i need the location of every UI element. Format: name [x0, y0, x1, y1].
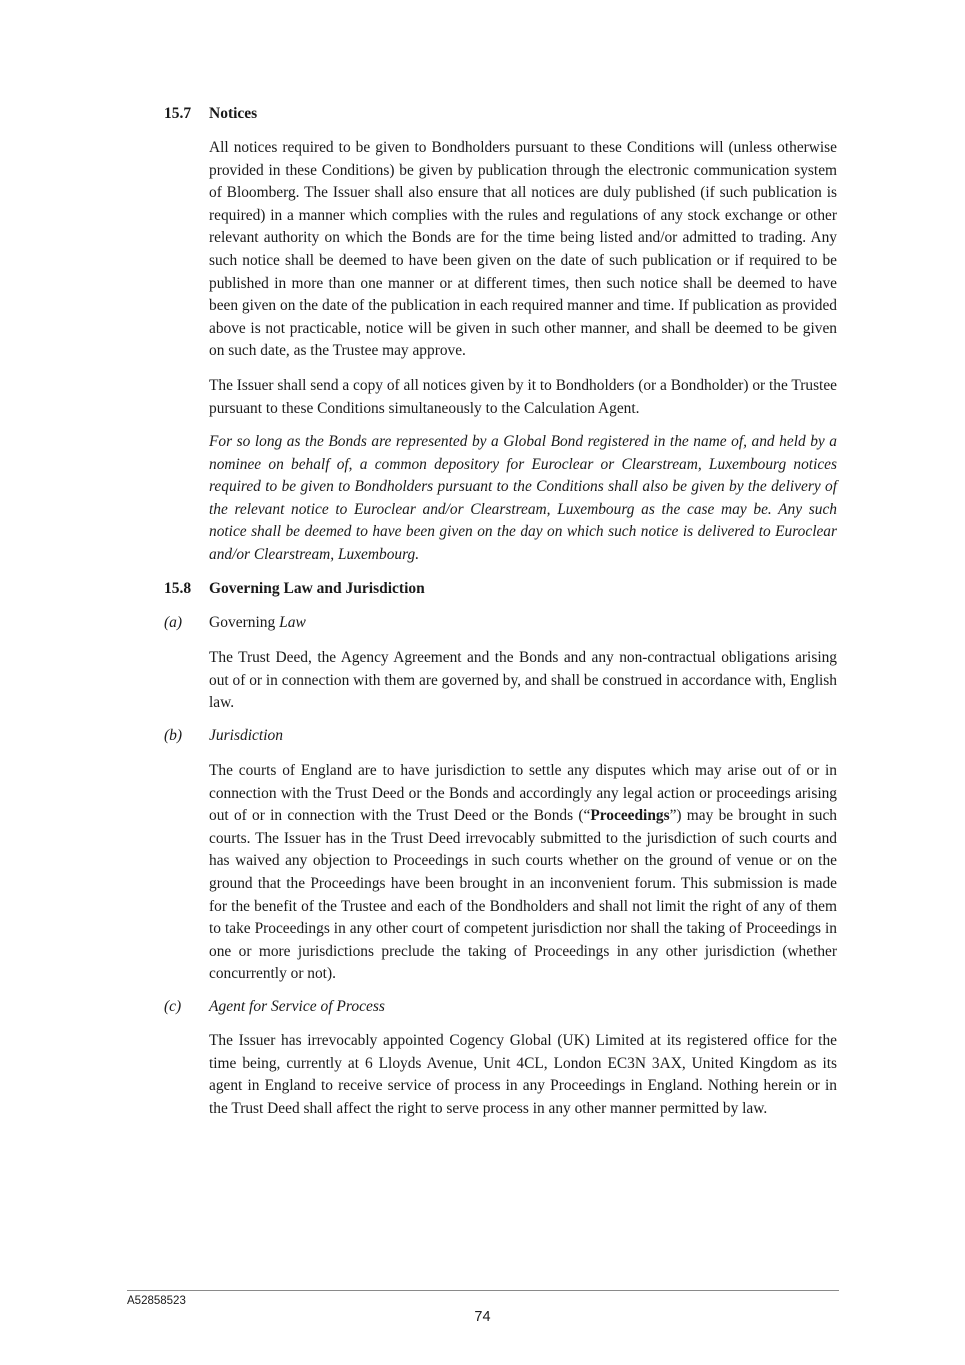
section-heading-notices: [164, 104, 257, 124]
footer-divider: [127, 1290, 839, 1291]
jurisdiction-text-after: ”) may be brought in such courts. The Issuer has in the Trust Deed irrevocably submitted to the jurisdiction of such courts and has waived any objection to Proceedings in such courts whether on the ground of venue or on the ground that the Proceedings have been brought in an inconvenient forum. This submission is made for the benefit of the Trustee and each of the Bondholders and shall not limit the right of any of them to take Proceedings in any other court of competent jurisdiction nor shall the taking of Proceedings in one or more jurisdictions preclude the taking of Proceedings in any other jurisdiction (whether concurrently or not).: [209, 807, 837, 983]
jurisdiction-paragraph: [209, 760, 837, 986]
document-reference: A52858523: [127, 1295, 186, 1307]
subsection-letter: (a): [164, 614, 183, 631]
subsection-title: Jurisdiction: [209, 727, 284, 744]
section-title: Governing Law and Jurisdiction: [209, 580, 425, 597]
subsection-title-normal: Governing: [209, 614, 280, 631]
subsection-b-label: [164, 726, 283, 746]
section-number: 15.7: [164, 105, 192, 122]
subsection-letter: (c): [164, 998, 182, 1015]
subsection-c-label: [164, 997, 385, 1017]
defined-term-proceedings: Proceedings: [590, 807, 670, 825]
page-number: 74: [474, 1309, 491, 1325]
subsection-a-label: [164, 613, 306, 633]
section-title: Notices: [209, 105, 258, 122]
section-heading-governing-law: [164, 579, 425, 599]
subsection-title-italic: Law: [279, 614, 306, 631]
subsection-letter: (b): [164, 727, 183, 744]
agent-for-service-paragraph: The Issuer has irrevocably appointed Cogency Global (UK) Limited at its registered office for the time being, currently at 6 Lloyds Avenue, Unit 4CL, London EC3N 3AX, United Kingdom as its agent in England to receive service of process in any Proceedings in England. Nothing herein or in the Trust Deed shall affect the right to serve process in any other manner permitted by law.: [209, 1032, 837, 1117]
section-number: 15.8: [164, 580, 192, 597]
jurisdiction-text-before: The courts of England are to have jurisdiction to settle any disputes which may arise out of or in connection with the Trust Deed or the Bonds and accordingly any legal action or proceedings arising out of or in connection with the Trust Deed or the Bonds (“: [209, 762, 837, 825]
notices-paragraph-3: For so long as the Bonds are represented by a Global Bond registered in the name of, and held by a nominee on behalf of, a common depository for Euroclear or Clearstream, Luxembourg notices required to be given to Bondholders pursuant to the Conditions shall also be given by the delivery of the relevant notice to Euroclear and/or Clearstream, Luxembourg as the case may be. Any such notice shall be deemed to have been given on the day on which such notice is delivered to Euroclear and/or Clearstream, Luxembourg.: [209, 433, 837, 563]
governing-law-paragraph: The Trust Deed, the Agency Agreement and the Bonds and any non-contractual obligations arising out of or in connection with them are governed by, and shall be construed in accordance with, English law.: [209, 649, 837, 712]
notices-paragraph-1: All notices required to be given to Bondholders pursuant to these Conditions will (unless otherwise provided in these Conditions) be given by publication through the electronic communication system of Bloomberg. The Issuer shall also ensure that all notices are duly published (if such publication is required) in a manner which complies with the rules and regulations of any stock exchange or other relevant authority on which the Bonds are for the time being listed and/or admitted to trading. Any such notice shall be deemed to have been given on the date of such publication or if required to be published in more than one manner or at different times, then such notice shall be deemed to have been given on the date of the publication in each required manner and time. If publication as provided above is not practicable, notice will be given in such other manner, and shall be deemed to be given on such date, as the Trustee may approve.: [209, 139, 837, 360]
subsection-title: Agent for Service of Process: [209, 998, 385, 1015]
notices-paragraph-2: The Issuer shall send a copy of all notices given by it to Bondholders (or a Bondholder) or the Trustee pursuant to these Conditions simultaneously to the Calculation Agent.: [209, 377, 837, 417]
